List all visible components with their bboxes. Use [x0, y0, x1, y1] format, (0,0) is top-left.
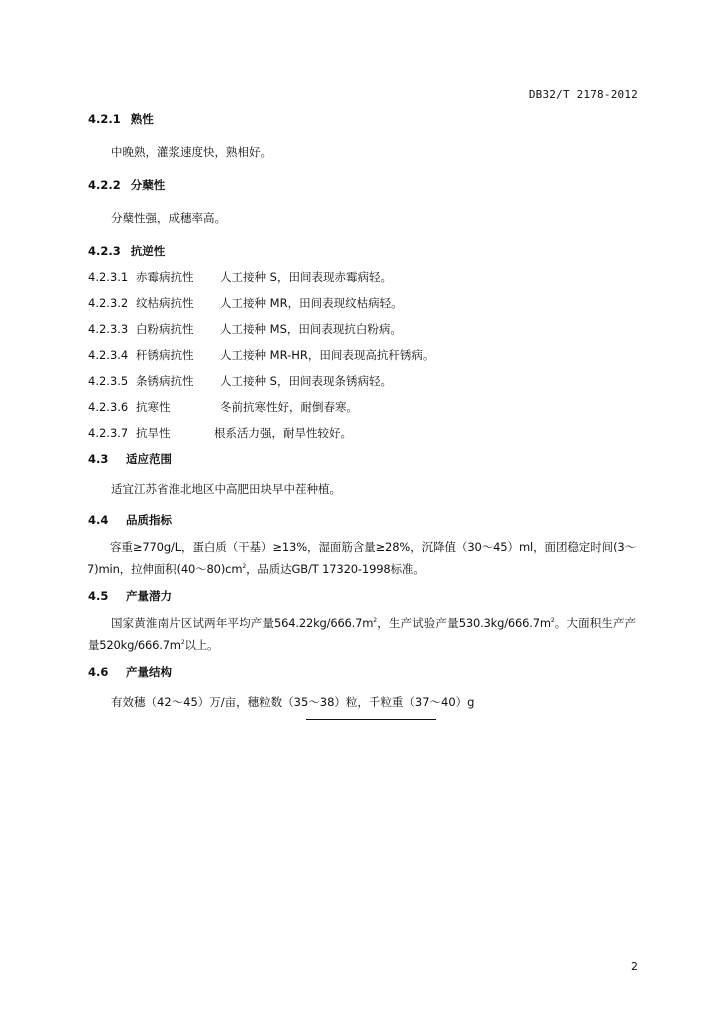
subsection-4-2-3-5 [88, 373, 636, 389]
subsection-label: 抗寒性 [136, 400, 171, 414]
subsection-4-2-3-6 [88, 399, 636, 415]
section-title: 抗逆性 [130, 244, 166, 258]
section-body-4-2-2: 分蘖性强，成穗率高。 [111, 211, 226, 225]
subsection-text: 人工接种 MR，田间表现纹枯病轻。 [220, 296, 403, 310]
subsection-text: 冬前抗寒性好，耐倒春寒。 [220, 400, 358, 414]
subsection-4-2-3-3 [88, 321, 636, 337]
section-title: 分蘖性 [130, 178, 166, 192]
subsection-text: 人工接种 MS，田间表现抗白粉病。 [220, 322, 402, 336]
section-heading-4-2-3 [88, 243, 636, 259]
section-title: 适应范围 [126, 452, 172, 466]
subsection-text: 人工接种 S，田间表现赤霉病轻。 [220, 270, 392, 284]
subsection-number: 4.2.3.2 [88, 296, 129, 310]
subsection-text: 根系活力强，耐旱性较好。 [214, 426, 352, 440]
section-heading-4-6 [88, 664, 636, 680]
section-title: 熟性 [130, 112, 154, 126]
section-number: 4.2.1 [88, 112, 121, 126]
subsection-4-2-3-1 [88, 269, 636, 285]
section-number: 4.6 [88, 665, 109, 679]
subsection-number: 4.2.3.5 [88, 374, 129, 388]
page-number: 2 [631, 960, 638, 973]
section-heading-4-4 [88, 512, 636, 528]
subsection-text: 人工接种 S，田间表现条锈病轻。 [220, 374, 392, 388]
section-heading-4-3 [88, 451, 636, 467]
section-body-4-3: 适宜江苏省淮北地区中高肥田块早中茬种植。 [111, 482, 341, 496]
subsection-number: 4.2.3.3 [88, 322, 129, 336]
section-number: 4.2.2 [88, 178, 121, 192]
subsection-number: 4.2.3.7 [88, 426, 129, 440]
section-body-4-6: 有效穗（42～45）万/亩，穗粒数（35～38）粒，千粒重（37～40）g [111, 695, 475, 709]
subsection-label: 白粉病抗性 [136, 322, 194, 336]
section-body-4-2-1: 中晚熟，灌浆速度快，熟相好。 [111, 145, 272, 159]
document-content [88, 111, 636, 713]
section-heading-4-2-2 [88, 177, 636, 193]
document-code: DB32/T 2178-2012 [528, 88, 638, 101]
subsection-number: 4.2.3.4 [88, 348, 129, 362]
section-number: 4.5 [88, 589, 109, 603]
subsection-number: 4.2.3.6 [88, 400, 129, 414]
subsection-4-2-3-4 [88, 347, 636, 363]
section-number: 4.4 [88, 513, 109, 527]
section-body-4-5: 国家黄淮南片区试两年平均产量$564.22kg/666.7m^2$，生产试验产量$530.3kg/666.7m^2$。大面积生产产量$520kg/666.7m^2$以上。 [88, 616, 636, 652]
section-number: 4.2.3 [88, 244, 121, 258]
subsection-4-2-3-2 [88, 295, 636, 311]
section-title: 产量潜力 [126, 589, 172, 603]
section-heading-4-2-1 [88, 111, 636, 127]
subsection-label: 条锈病抗性 [136, 374, 194, 388]
subsection-text: 人工接种 MR-HR，田间表现高抗秆锈病。 [220, 348, 435, 362]
section-title: 品质指标 [126, 513, 172, 527]
subsection-number: 4.2.3.1 [88, 270, 129, 284]
section-heading-4-5 [88, 588, 636, 604]
subsection-4-2-3-7 [88, 425, 636, 441]
subsection-label: 秆锈病抗性 [136, 348, 194, 362]
end-rule-divider [306, 719, 436, 720]
subsection-label: 赤霉病抗性 [136, 270, 194, 284]
subsection-label: 纹枯病抗性 [136, 296, 194, 310]
subsection-label: 抗旱性 [136, 426, 171, 440]
section-body-4-4: 容重≥770g/L，蛋白质（干基）≥13%，湿面筋含量≥28%，沉降值（30～45）ml，面团稳定时间(3～7)min，拉伸面积$(40\sim 80)cm^2$，品质达GB/T 17320-1998标准。 [87, 540, 636, 576]
section-title: 产量结构 [126, 665, 172, 679]
section-number: 4.3 [88, 452, 109, 466]
